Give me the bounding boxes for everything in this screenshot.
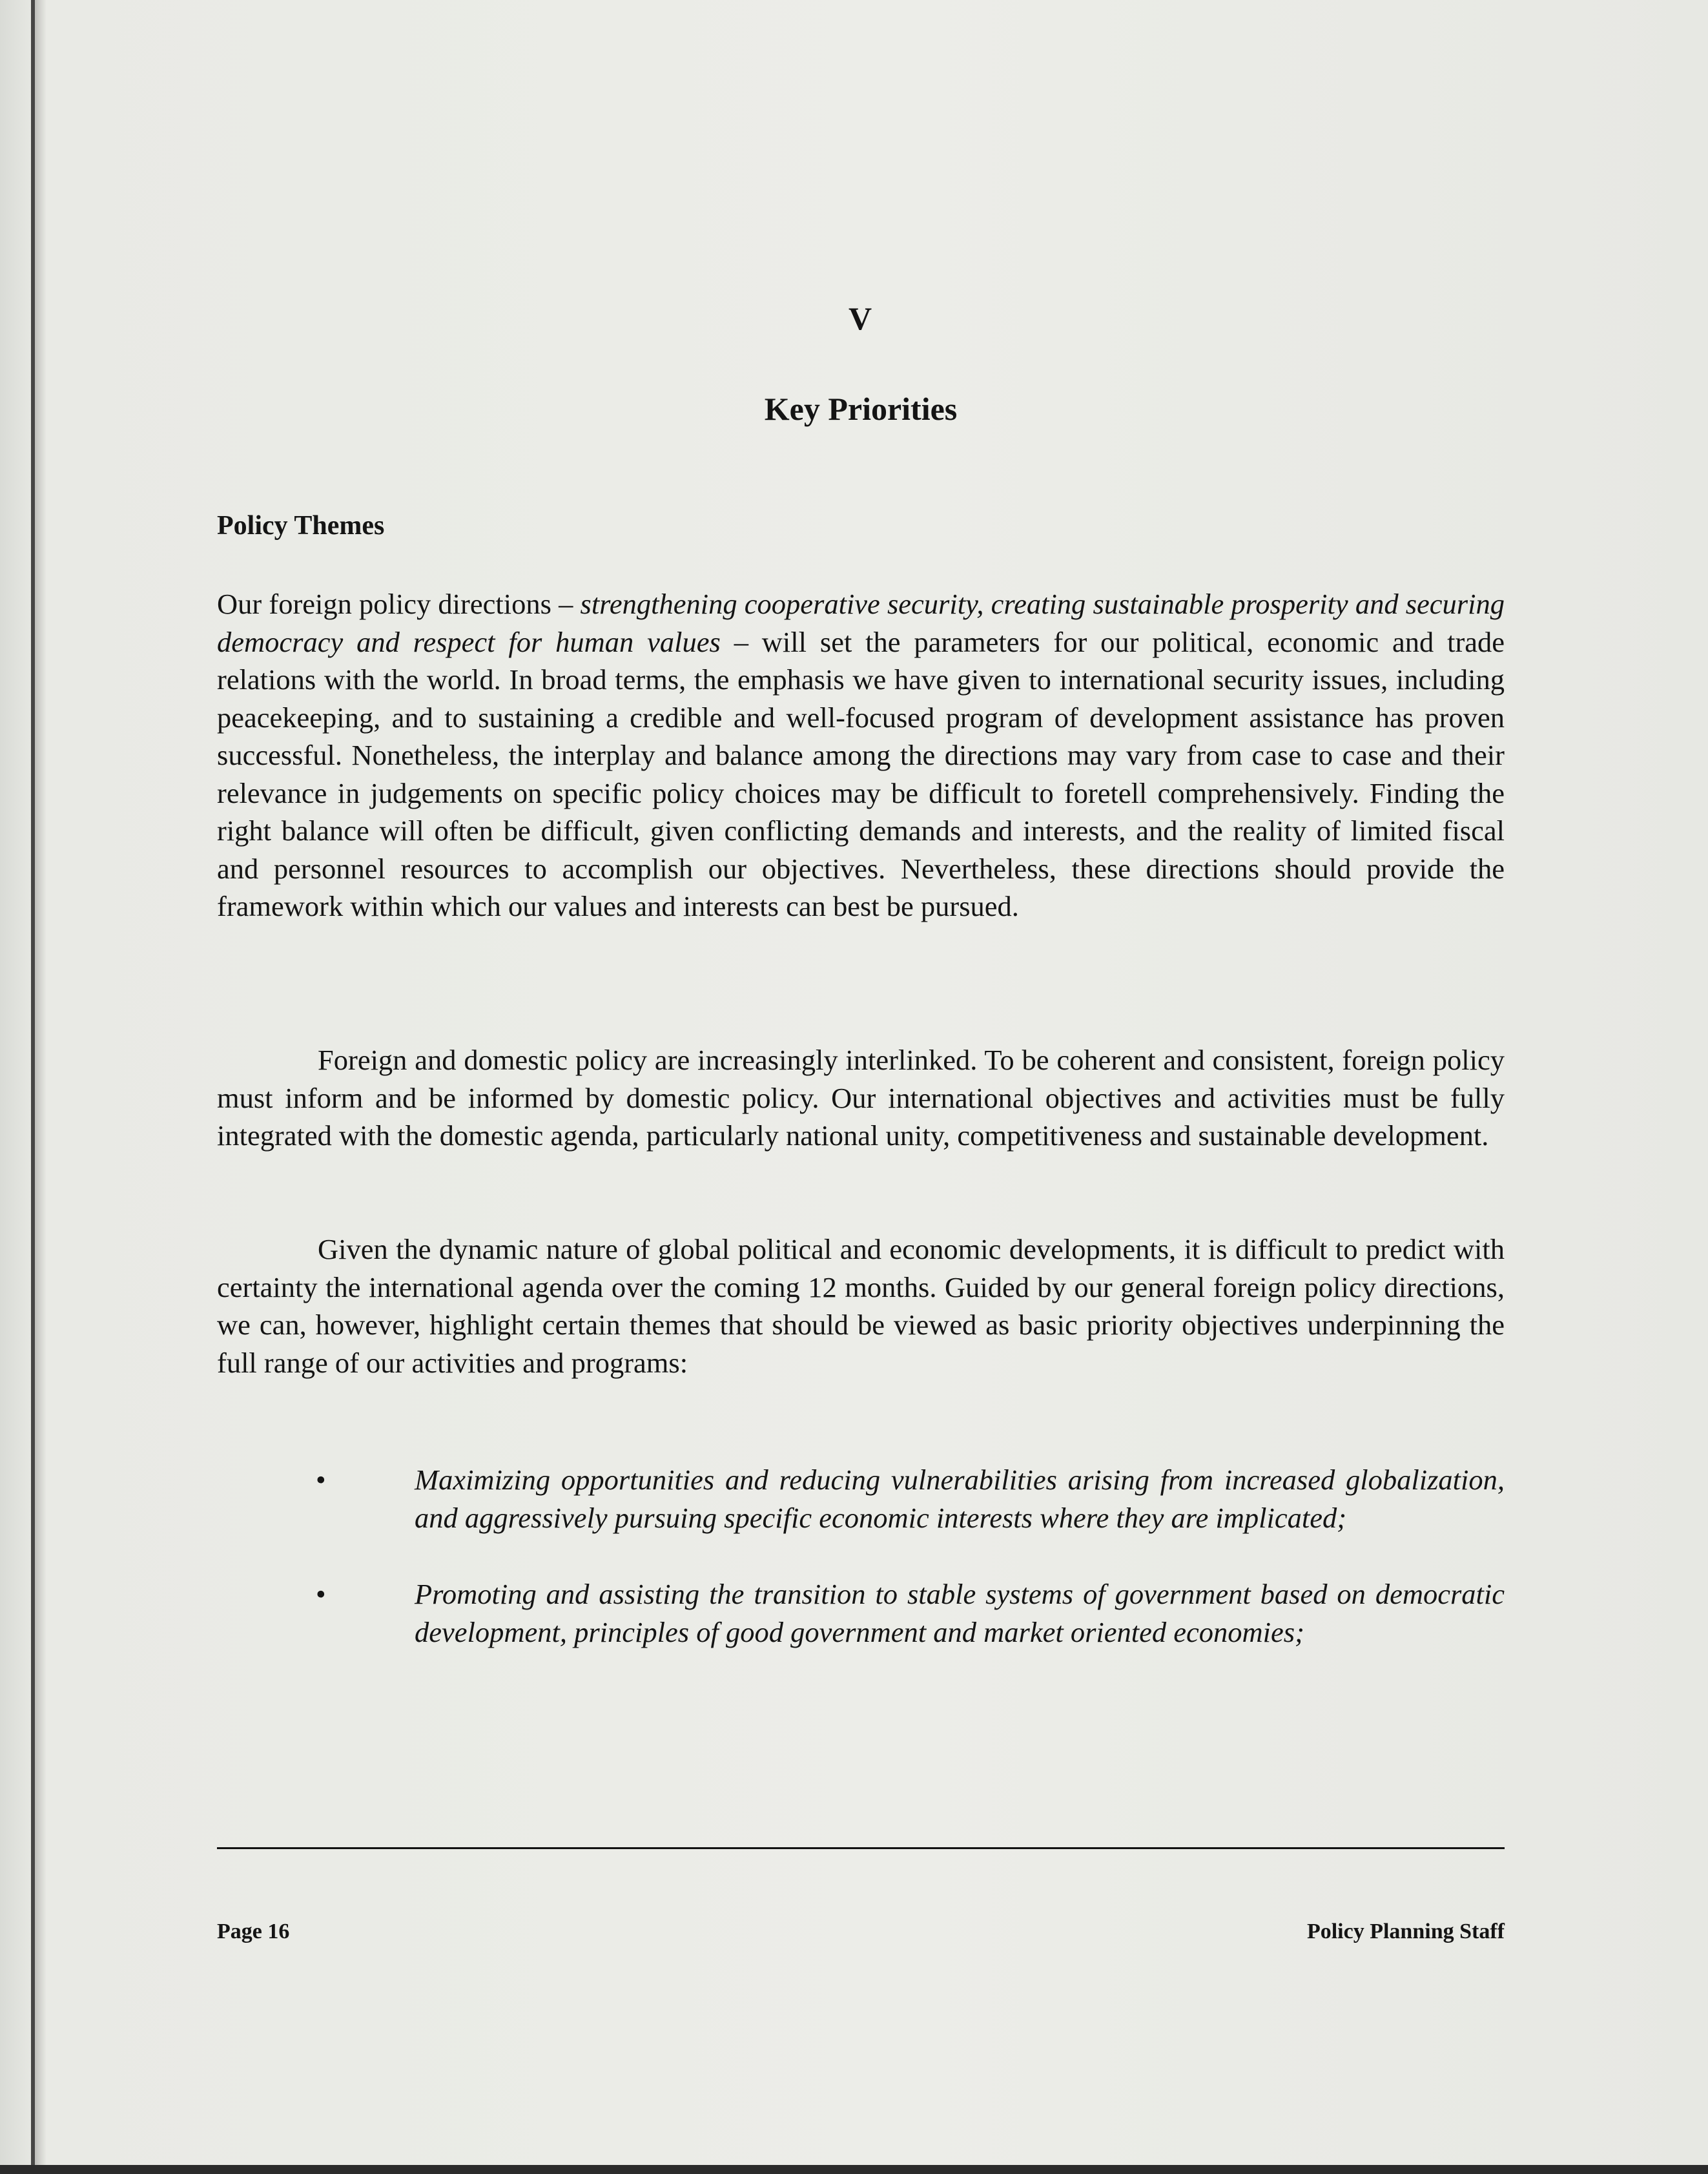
paragraph-foreign-domestic xyxy=(217,1041,1505,1155)
chapter-number: V xyxy=(848,300,874,336)
page-bottom-edge xyxy=(0,2165,1708,2174)
bullet-text: Promoting and assisting the transition to stable systems of government based on democratic development, principles of good government and market oriented economies; xyxy=(415,1578,1505,1648)
bullet-marker: • xyxy=(316,1464,326,1496)
page-number: Page 16 xyxy=(217,1920,290,1943)
bullet-text: Maximizing opportunities and reducing vulnerabilities arising from increased globalization, and aggressively pursuing specific economic interests where they are implicated; xyxy=(415,1464,1505,1534)
paragraph-policy-directions xyxy=(217,585,1505,926)
paragraph-lead-text: Our foreign policy directions – xyxy=(217,588,581,620)
binding-shadow xyxy=(35,0,46,2174)
paragraph-italic-directions: strengthening cooperative security, creating sustainable prosperity and securing democracy and respect for human values xyxy=(217,588,1505,658)
paragraph-rest-text: – will set the parameters for our political, economic and trade relations with the world. In broad terms, the emphasis we have given to international security issues, including peacekeeping, and to sustaining a credible and well-focused program of development assistance has proven successful. Nonetheless, the interplay and balance among the directions may vary from case to case and their relevance in judgements on specific policy choices may be difficult to foretell comprehensively. Finding the right balance will often be difficult, given conflicting demands and interests, and the reality of limited fiscal and personnel resources to accomplish our objectives. Nevertheless, these directions should provide the framework within which our values and interests can best be pursued. xyxy=(217,625,1505,922)
priority-bullet-list xyxy=(217,1461,1505,1690)
bullet-marker: • xyxy=(316,1578,326,1610)
bullet-item xyxy=(217,1461,1505,1537)
paragraph-dynamic-nature xyxy=(217,1230,1505,1382)
paragraph-text: Foreign and domestic policy are increasingly interlinked. To be coherent and consistent, foreign policy must inform and be informed by domestic policy. Our international objectives and activities must be fully integrated with the domestic agenda, particularly national unity, competitiveness and sustainable development. xyxy=(217,1044,1505,1152)
chapter-title: Key Priorities xyxy=(764,391,958,427)
footer-rule xyxy=(217,1847,1505,1849)
footer-organization: Policy Planning Staff xyxy=(1306,1920,1505,1943)
bullet-item xyxy=(217,1575,1505,1651)
paragraph-text: Given the dynamic nature of global political and economic developments, it is difficult to predict with certainty the international agenda over the coming 12 months. Guided by our general foreign policy directions, we can, however, highlight certain themes that should be viewed as basic priority objectives underpinning the full range of our activities and programs: xyxy=(217,1233,1505,1379)
section-heading: Policy Themes xyxy=(217,511,385,541)
